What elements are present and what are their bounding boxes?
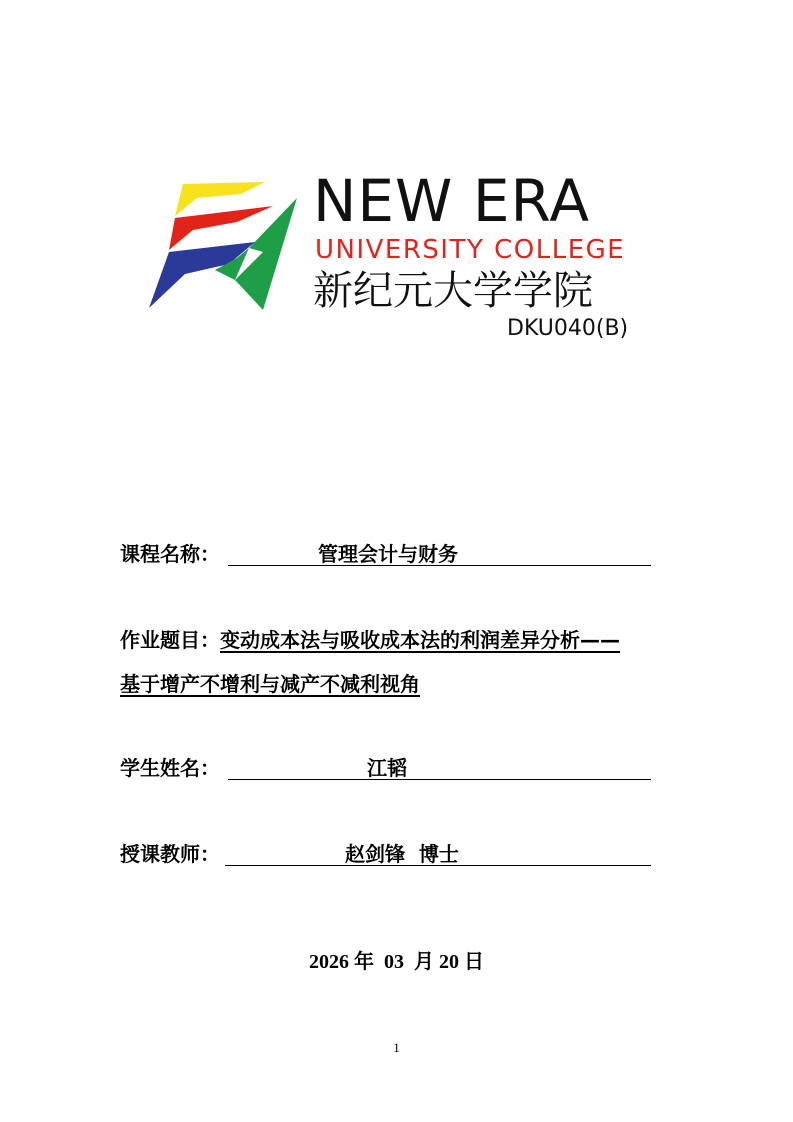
assignment-title-line2: 基于增产不增利与减产不减利视角: [120, 672, 420, 696]
course-label: 课程名称：: [120, 542, 220, 566]
student-value: 江韬: [367, 756, 407, 780]
logo-title-new-era: NEW ERA: [313, 167, 591, 235]
logo-code: DKU040(B): [507, 316, 629, 341]
emblem-blue-shape: [149, 242, 255, 308]
university-logo: [145, 167, 645, 350]
new-era-emblem-icon: [145, 178, 303, 312]
assignment-topic-line1: [120, 626, 620, 654]
instructor-label: 授课教师：: [120, 842, 220, 866]
logo-title-chinese: 新纪元大学学院: [313, 268, 593, 314]
logo-title-university-college: UNIVERSITY COLLEGE: [315, 235, 626, 265]
assignment-title-line1: 变动成本法与吸收成本法的利润差异分析——: [220, 628, 620, 652]
student-underline: [228, 779, 651, 780]
assignment-topic-line2: [120, 670, 420, 698]
instructor-value: 赵剑锋 博士: [345, 842, 459, 866]
page-number: 1: [393, 1040, 400, 1055]
submission-date: 2026 年 03 月 20 日: [309, 951, 484, 973]
course-value: 管理会计与财务: [318, 542, 458, 566]
student-label: 学生姓名：: [120, 756, 220, 780]
assignment-label: 作业题目：: [120, 628, 220, 652]
